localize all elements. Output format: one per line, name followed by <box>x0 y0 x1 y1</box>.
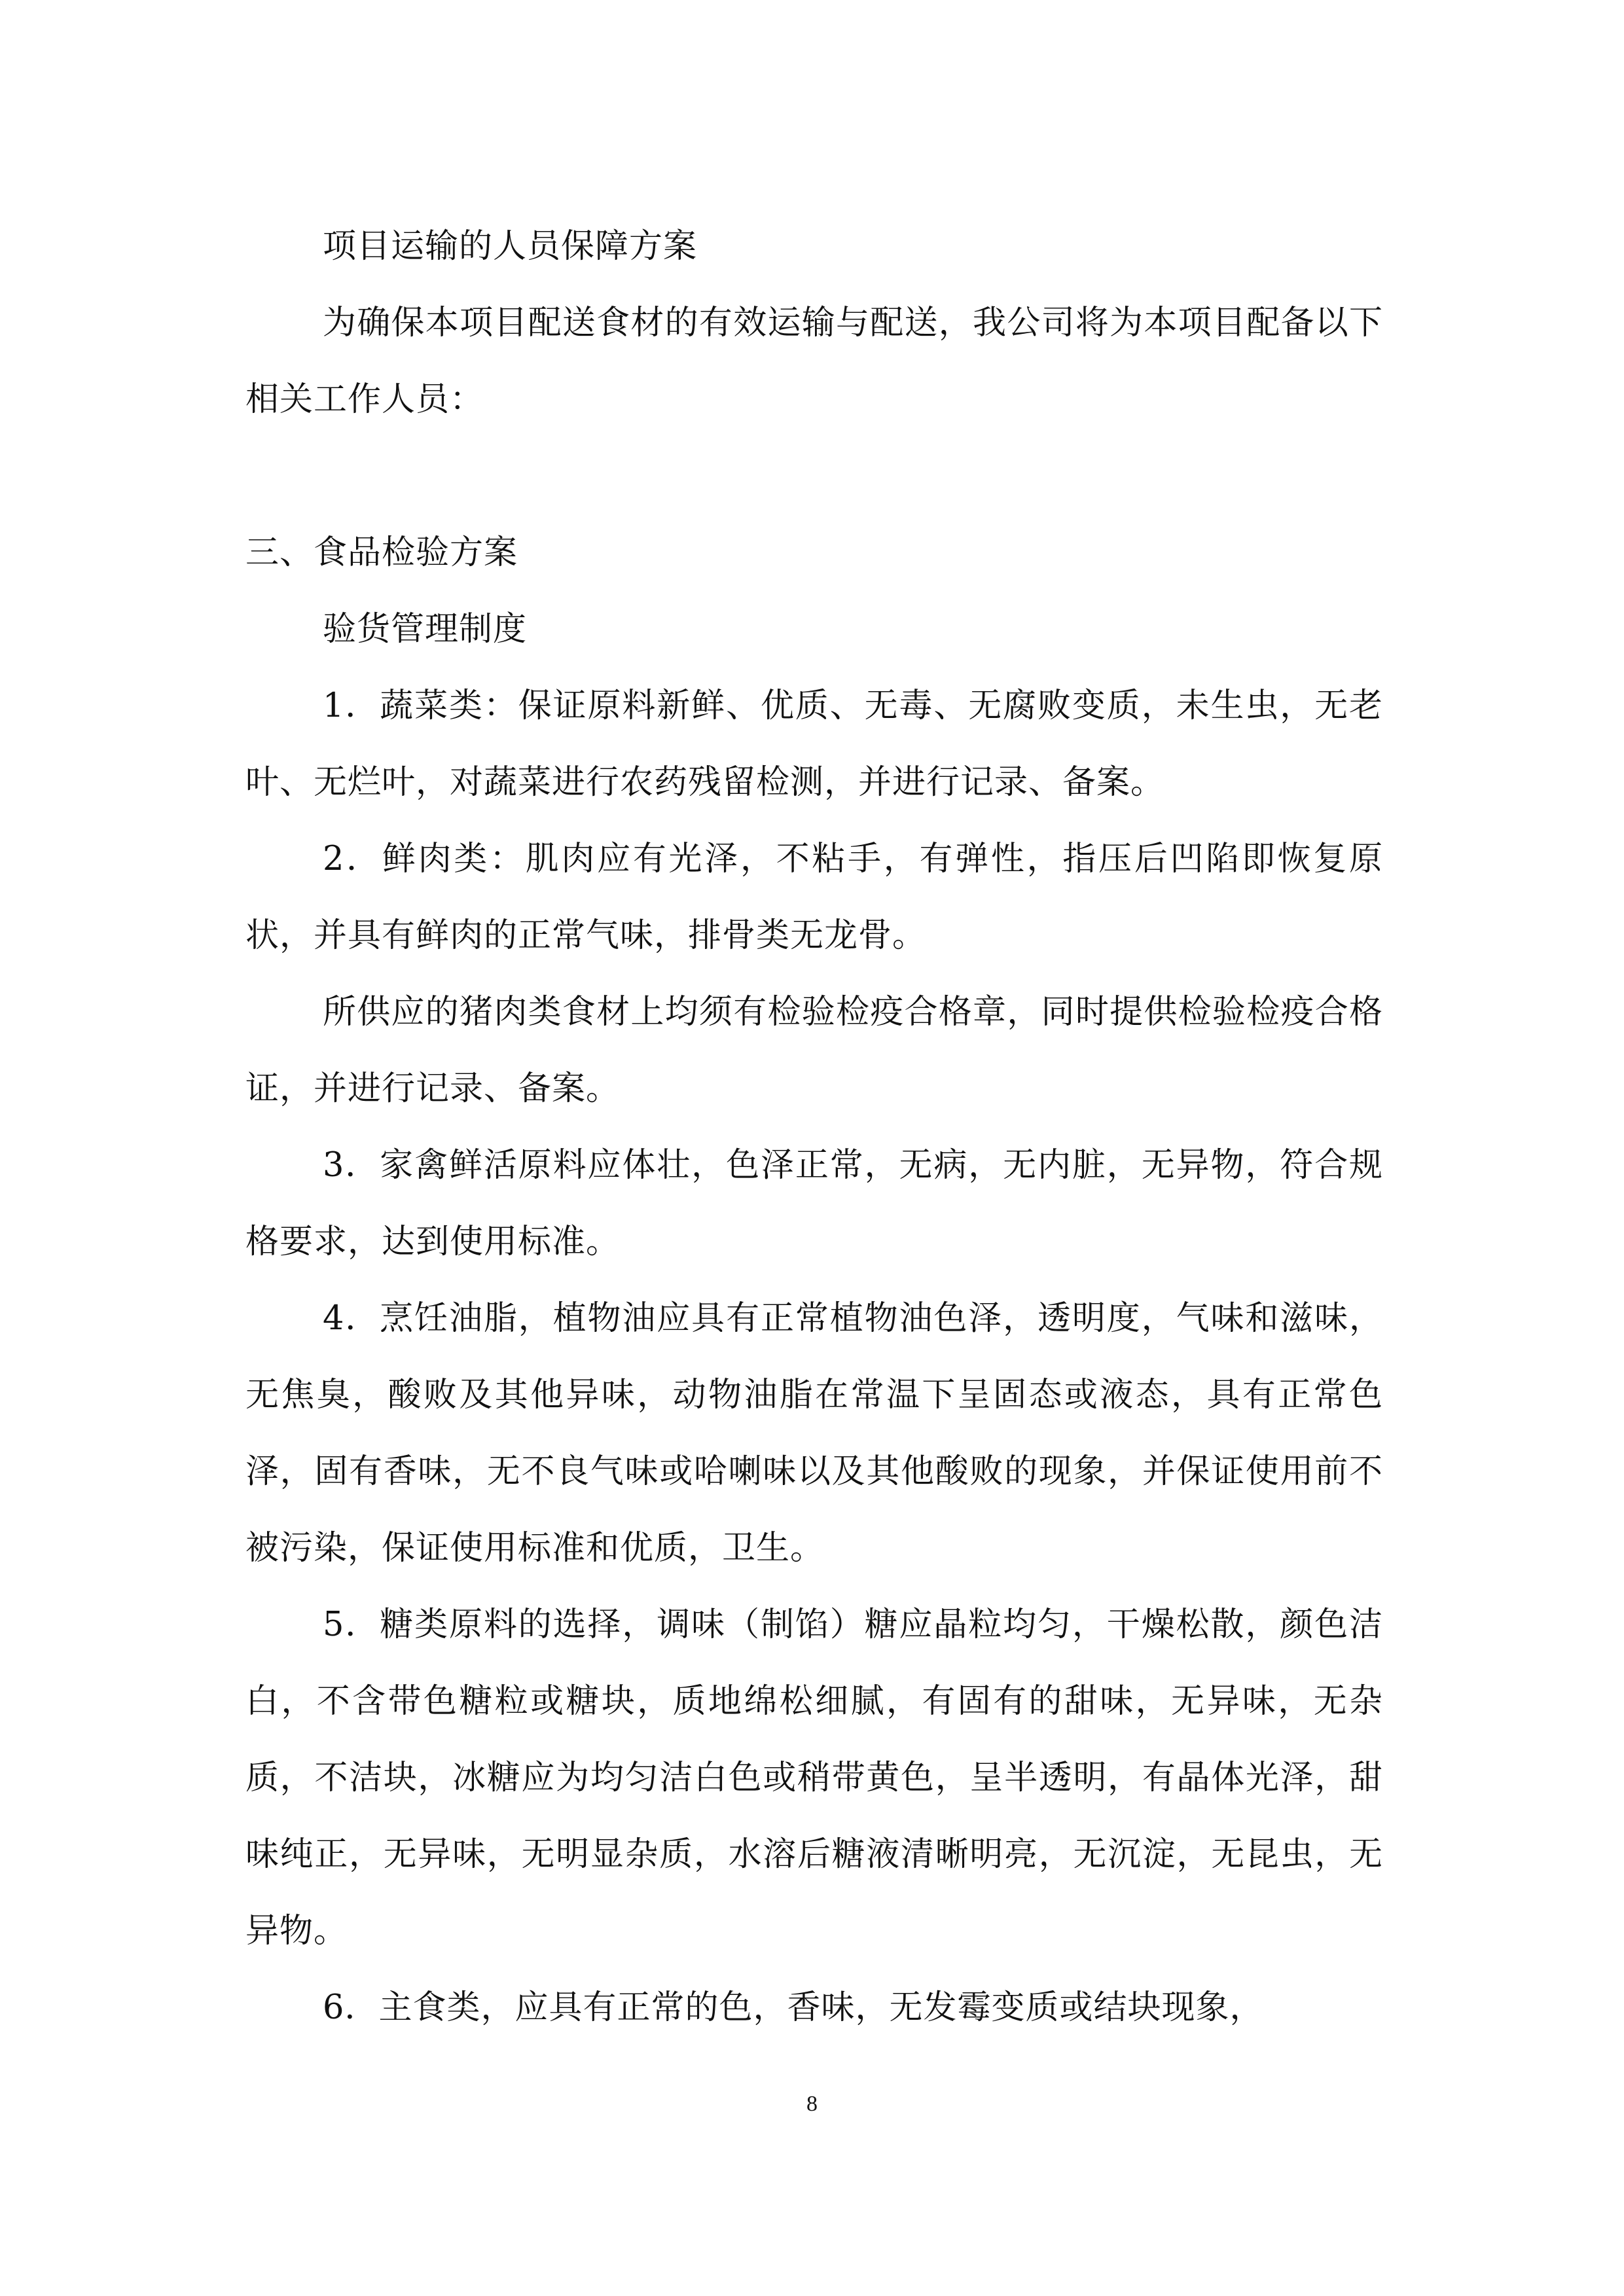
item-3-poultry: 3．家禽鲜活原料应体壮，色泽正常，无病，无内脏，无异物，符合规格要求，达到使用标准。 <box>245 1146 1383 1261</box>
item-2-fresh-meat: 2．鲜肉类：肌肉应有光泽，不粘手，有弹性，指压后凹陷即恢复原状，并具有鲜肉的正常气味，排骨类无龙骨。 <box>245 840 1383 955</box>
page-body <box>245 208 1383 2046</box>
item-6-staples: 6．主食类，应具有正常的色，香味，无发霉变质或结块现象， <box>323 1988 1264 2027</box>
item-2-pork-certificate: 所供应的猪肉类食材上均须有检验检疫合格章，同时提供检验检疫合格证，并进行记录、备案。 <box>245 993 1383 1108</box>
item-4-oils: 4．烹饪油脂，植物油应具有正常植物油色泽，透明度，气味和滋味，无焦臭，酸败及其他异味，动物油脂在常温下呈固态或液态，具有正常色泽，固有香味，无不良气味或哈喇味以及其他酸败的现象，并保证使用前不被污染，保证使用标准和优质，卫生。 <box>245 1299 1383 1568</box>
page-number: 8 <box>806 2092 818 2116</box>
item-5-sugar: 5．糖类原料的选择，调味（制馅）糖应晶粒均匀，干燥松散，颜色洁白，不含带色糖粒或糖块，质地绵松细腻，有固有的甜味，无异味，无杂质，不洁块，冰糖应为均匀洁白色或稍带黄色，呈半透明，有晶体光泽，甜味纯正，无异味，无明显杂质，水溶后糖液清晰明亮，无沉淀，无昆虫，无异物。 <box>245 1605 1383 1950</box>
transport-intro-paragraph: 为确保本项目配送食材的有效运输与配送，我公司将为本项目配备以下相关工作人员： <box>245 304 1383 419</box>
inspection-system-title: 验货管理制度 <box>323 610 528 649</box>
section-three-title: 三、食品检验方案 <box>245 533 518 572</box>
blank-line <box>245 438 1383 514</box>
item-1-vegetables: 1．蔬菜类：保证原料新鲜、优质、无毒、无腐败变质，未生虫，无老叶、无烂叶，对蔬菜进行农药残留检测，并进行记录、备案。 <box>245 687 1383 802</box>
transport-heading: 项目运输的人员保障方案 <box>323 227 698 266</box>
